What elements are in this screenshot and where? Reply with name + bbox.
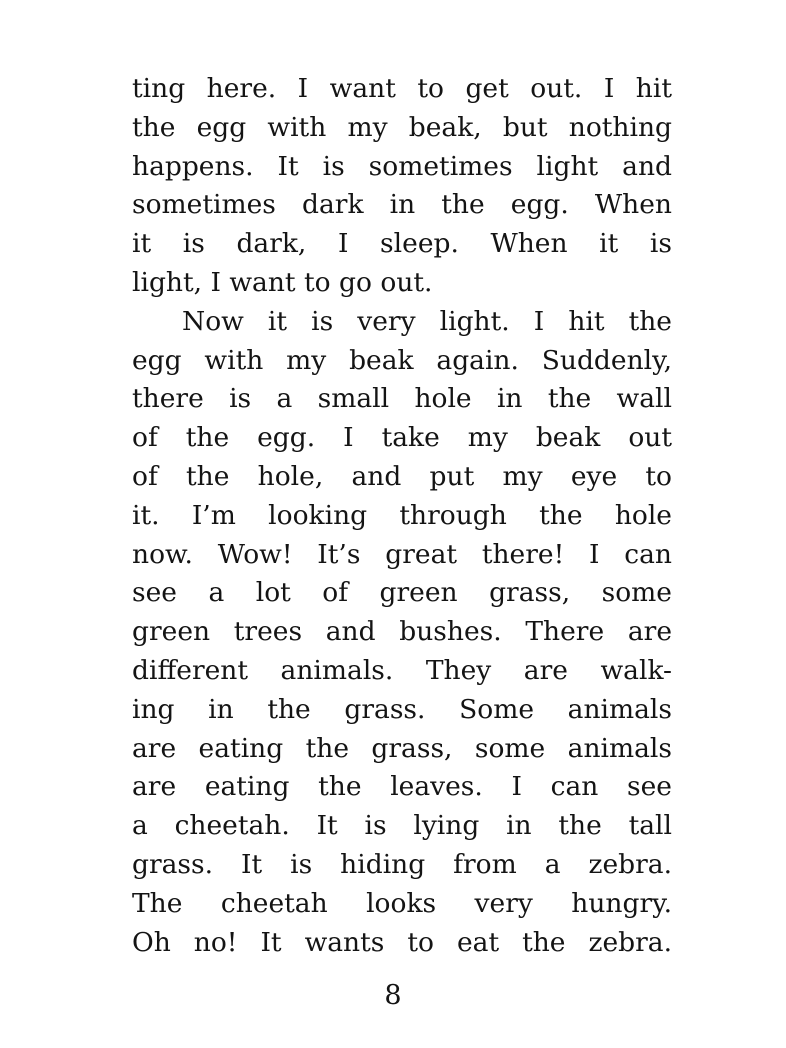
text-line: different animals. They are walk- (132, 654, 672, 686)
text-line: ing in the grass. Some animals (132, 693, 672, 725)
text-line: The cheetah looks very hungry. (132, 887, 672, 919)
text-line: grass. It is hiding from a zebra. (132, 848, 672, 880)
text-line: Oh no! It wants to eat the zebra. (132, 926, 672, 958)
text-line: Now it is very light. I hit the (182, 305, 672, 337)
text-line: light, I want to go out. (132, 266, 433, 298)
text-line: are eating the grass, some animals (132, 732, 672, 764)
text-line: of the hole, and put my eye to (132, 460, 672, 492)
text-line: ting here. I want to get out. I hit (132, 73, 672, 104)
text-line: it. I’m looking through the hole (132, 499, 672, 531)
text-line: there is a small hole in the wall (132, 383, 672, 415)
text-line: are eating the leaves. I can see (132, 771, 672, 803)
text-line: it is dark, I sleep. When it is (132, 228, 672, 260)
page-number: 8 (384, 980, 402, 1011)
text-line: now. Wow! It’s great there! I can (132, 538, 672, 570)
text-line: green trees and bushes. There are (132, 616, 672, 648)
text-line: of the egg. I take my beak out (132, 422, 672, 454)
text-line: sometimes dark in the egg. When (132, 189, 672, 221)
text-line: the egg with my beak, but nothing (132, 111, 672, 143)
text-line: happens. It is sometimes light and (132, 150, 672, 182)
text-line: a cheetah. It is lying in the tall (132, 810, 672, 842)
body-text (132, 70, 672, 962)
text-line: egg with my beak again. Suddenly, (132, 344, 672, 376)
text-line: see a lot of green grass, some (132, 577, 672, 609)
